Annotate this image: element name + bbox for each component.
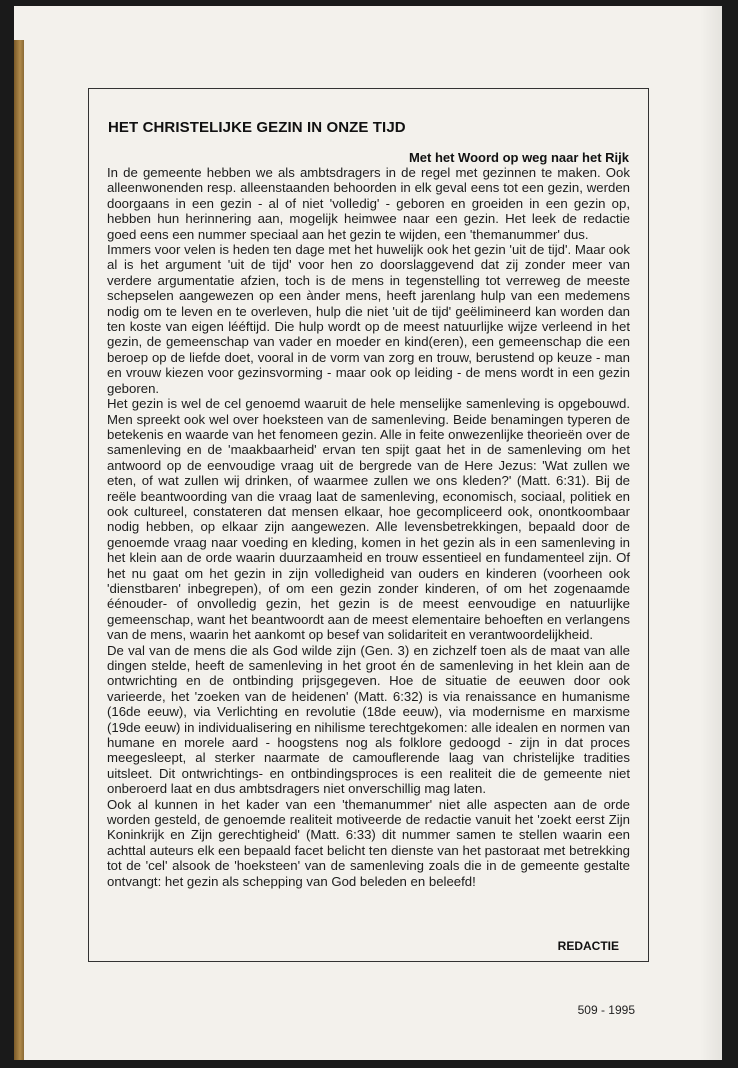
article-paragraph: De val van de mens die als God wilde zijn (Gen. 3) en zichzelf toen als de maat van alle dingen stelde, heeft de samenleving in het groot én de samenleving in het klein aan de ontwrichting en de ontbinding prijsgegeven. Hoe de situatie de eeuwen door ook varieerde, het 'zoeken van de heidenen' (Matt. 6:32) is via renaissance en humanisme (16de eeuw), via Verlichting en revolutie (18de eeuw), via modernisme en marxisme (19de eeuw) in individualisering en nihilisme terechtgekomen: alle idealen en normen van humane en morele aard - hoogstens nog als folklore gedoogd - zijn in dat proces meegesleept, al sterker naarmate de camouflerende laag van christelijke tradities uitsleet. Dit ontwrichtings- en ontbindingsproces is een realiteit die de gemeente niet onberoerd laat en dus ambtsdragers niet onverschillig mag laten.	[107, 642, 630, 797]
article-body	[107, 165, 630, 889]
page-number: 509 - 1995	[577, 1003, 635, 1017]
article-paragraph: Het gezin is wel de cel genoemd waaruit de hele menselijke samenleving is opgebouwd. Men spreekt ook wel over hoeksteen van de samenleving. Beide benamingen typeren de betekenis en waarde van het fenomeen gezin. Alle in feite onwezenlijke theorieën over de samenleving en de 'maakbaarheid' ervan ten spijt gaat het in de samenleving om het antwoord op de eenvoudige vraag uit de bergrede van de Here Jezus: 'Wat zullen we eten, of wat zullen wij drinken, of waarmee zullen we ons kleden?' (Matt. 6:31). Bij de reële beantwoording van die vraag laat de samenleving, economisch, sociaal, politiek en ook cultureel, constateren dat mensen elkaar, hoe gecompliceerd ook, onontkoombaar nodig hebben, op elkaar zijn aangewezen. Alle levensbetrekkingen, bepaald door de genoemde vraag naar voeding en kleding, komen in het gezin als in een samenleving in het klein aan de orde waarin duurzaamheid en trouw essentieel en fundamenteel zijn. Of het nu gaat om het gezin in zijn volledigheid van ouders en kinderen (voorheen ook 'dienstbaren' inbegrepen), of om een gezin zonder kinderen, of om het zogenaamde éénouder- of onvolledig gezin, het gezin is de meest eenvoudige en natuurlijke gemeenschap, want het beantwoordt aan de meest elementaire behoeften en verlangens van de mens, waarin het aankomt op besef van solidariteit en verantwoordelijkheid.	[107, 396, 630, 643]
article-paragraph: In de gemeente hebben we als ambtsdragers in de regel met gezinnen te maken. Ook alleenwonenden resp. alleenstaanden behoorden in elk geval eens tot een gezin, werden doorgaans in een gezin - al of niet 'volledig' - geboren en groeiden in een gezin op, hebben hun herinnering aan, mogelijk heimwee naar een gezin. Het leek de redactie goed eens een nummer speciaal aan het gezin te wijden, een 'themanummer' dus.	[107, 165, 630, 242]
article-signature: REDACTIE	[557, 939, 619, 953]
page-fold-shadow	[700, 6, 722, 1060]
article-paragraph: Immers voor velen is heden ten dage met het huwelijk ook het gezin 'uit de tijd'. Maar ook al is het argument 'uit de tijd' voor hen zo doorslaggevend dat zij zonder meer van verdere argumentatie afzien, toch is de mens in tegenstelling tot verreweg de meeste schepselen aangewezen op een ànder mens, heeft jarenlang hulp van een medemens nodig om te leven en te overleven, hulp die niet 'uit de tijd' geëlimineerd kan worden dan ten koste van eigen lééftijd. Die hulp wordt op de meest natuurlijke wijze verleend in het gezin, de gemeenschap van vader en moeder en kind(eren), een gemeenschap die een beroep op de liefde doet, vooral in de vorm van zorg en trouw, berustend op keuze - man en vrouw kiezen voor gezinsvorming - maar ook op leiding - de mens wordt in een gezin geboren.	[107, 242, 630, 396]
article-subtitle: Met het Woord op weg naar het Rijk	[408, 150, 629, 165]
article-paragraph: Ook al kunnen in het kader van een 'themanummer' niet alle aspecten aan de orde worden gesteld, de genoemde realiteit motiveerde de redactie vanuit het 'zoekt eerst Zijn Koninkrijk en Zijn gerechtigheid' (Matt. 6:33) dit nummer samen te stellen waarin een achttal auteurs elk een bepaald facet belicht ten dienste van het pastoraat met betrekking tot de 'cel' alsook de 'hoeksteen' van de samenleving zoals die in de gemeente gestalte ontvangt: het gezin als schepping van God beleden en beleefd!	[107, 796, 630, 889]
article-title: HET CHRISTELIJKE GEZIN IN ONZE TIJD	[108, 119, 406, 136]
page-binding-edge	[14, 40, 24, 1060]
